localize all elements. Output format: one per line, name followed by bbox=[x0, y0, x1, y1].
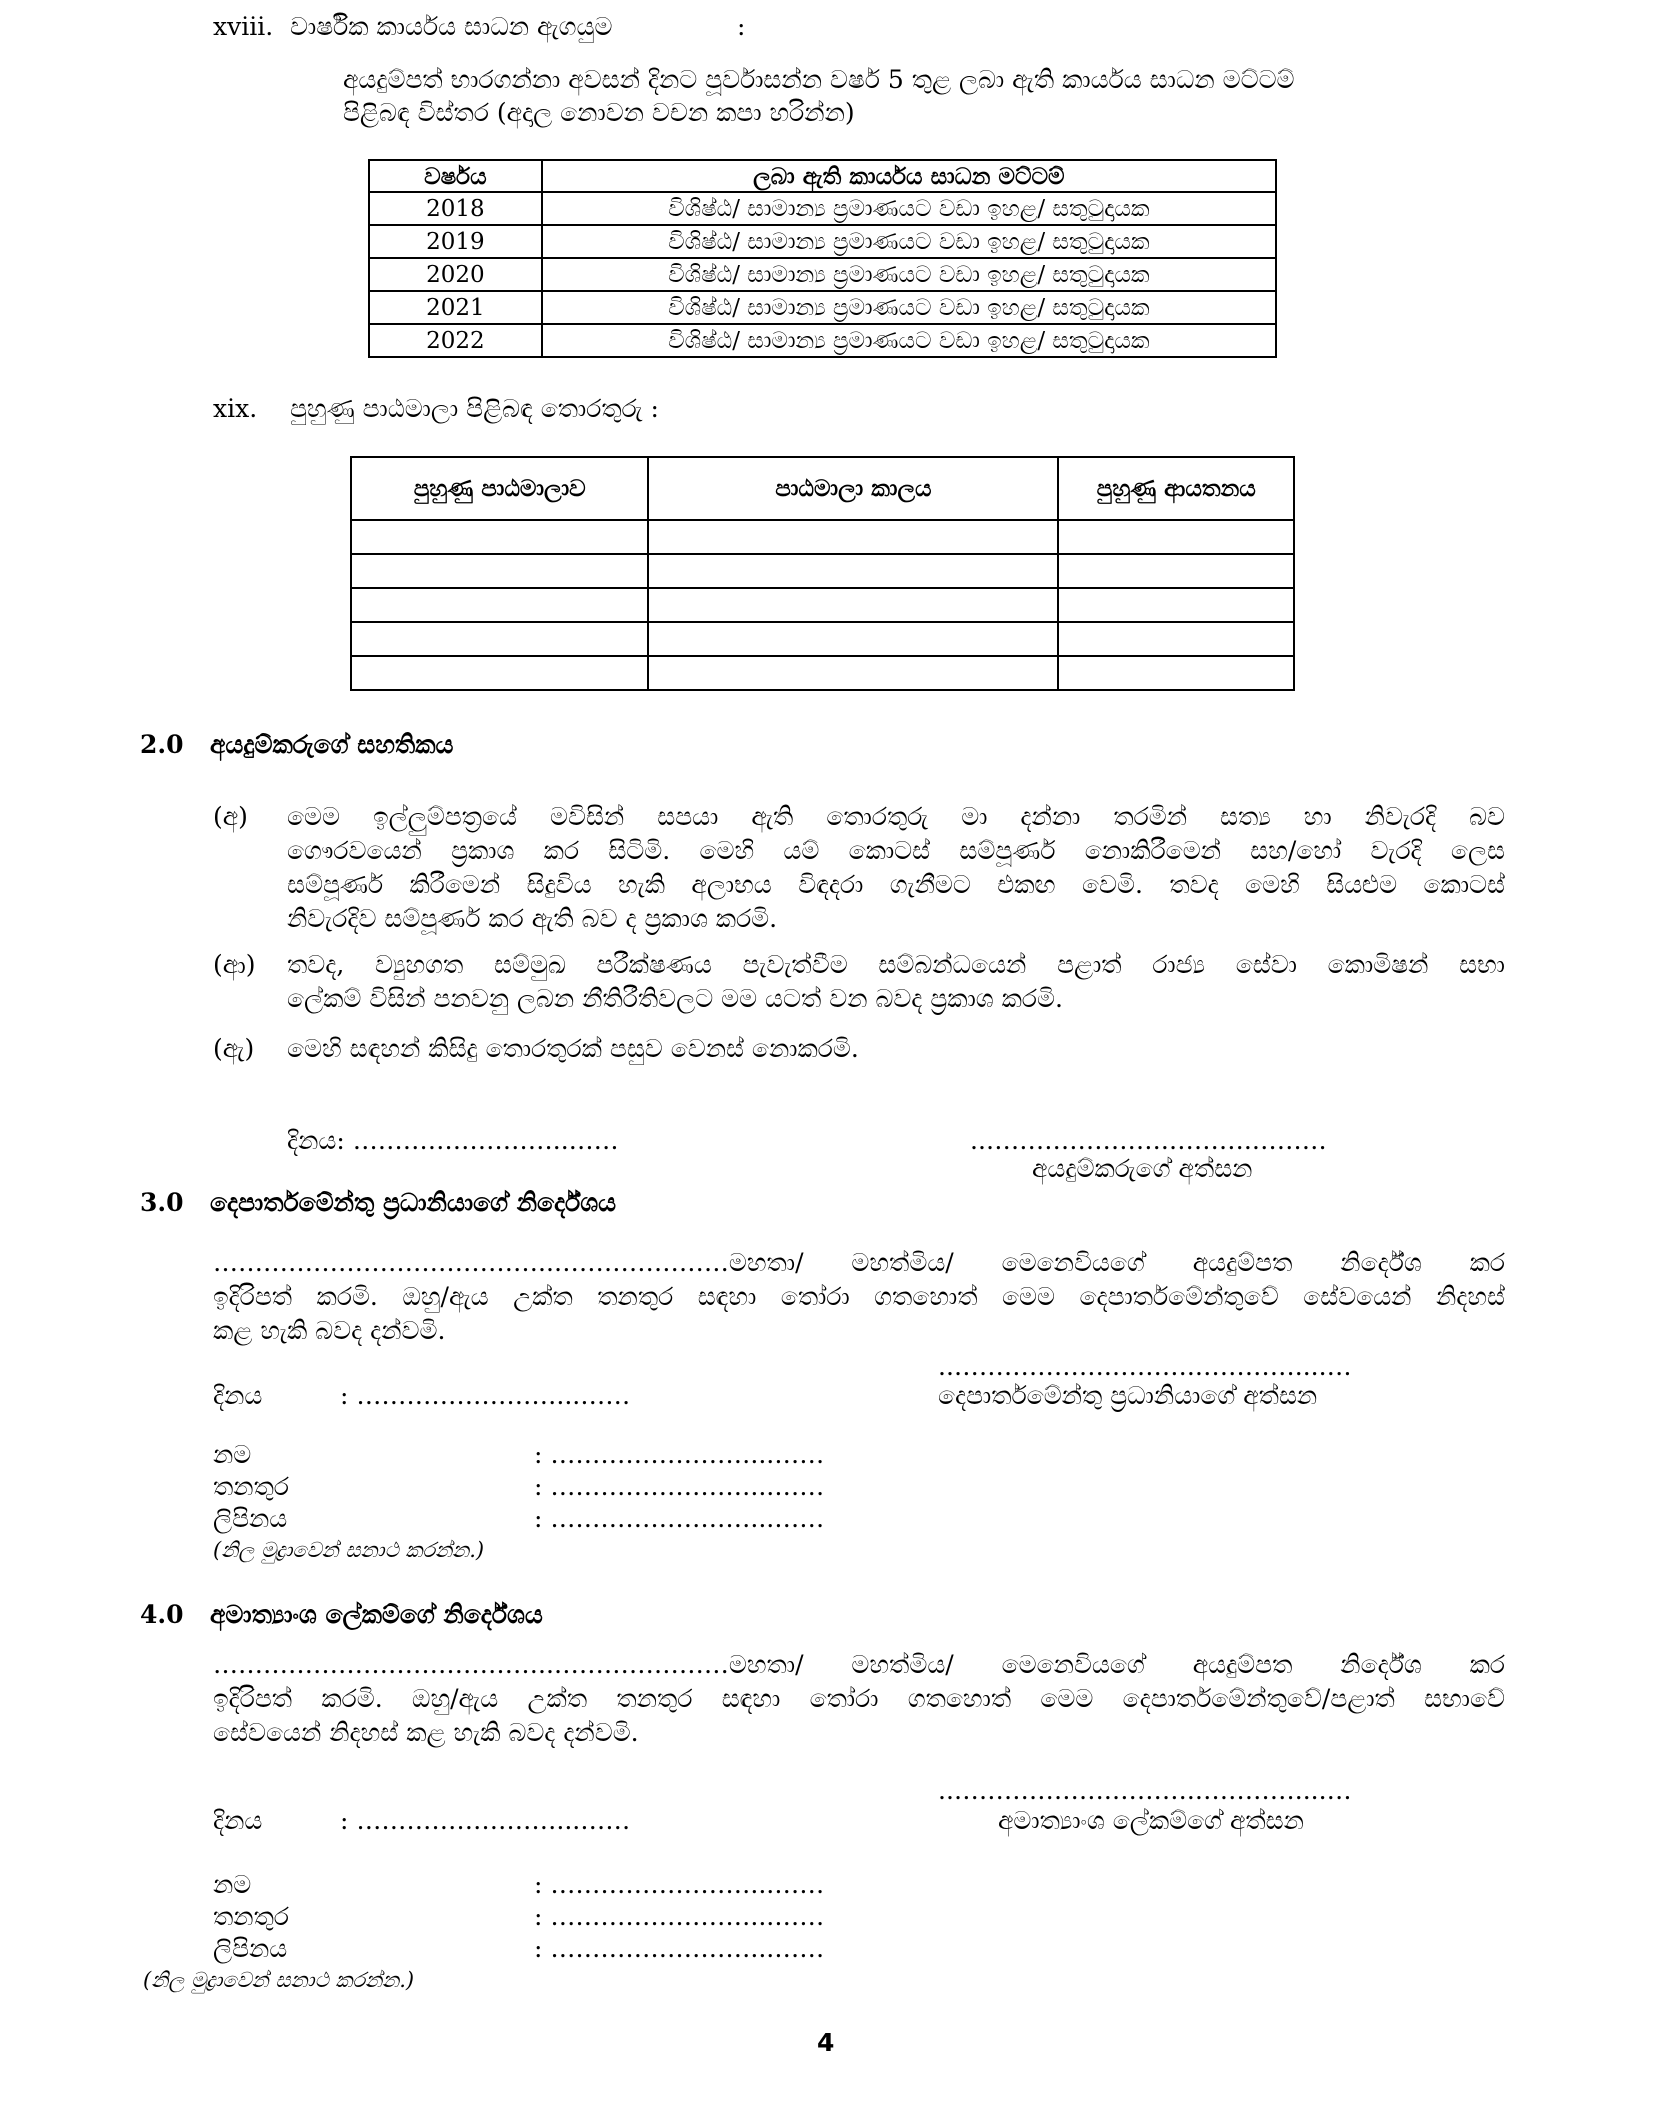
clause-a-line-1: මෙම ඉල්ලුම්පත්‍රයේ මවිසින් සපයා ඇති තොරතුරු මා දන්නා තරමින් සත්‍ය හා නිවැරදි බව bbox=[287, 802, 1505, 831]
clause-a-line-3: සම්පූර්ණ කිරීමෙන් සිදුවිය හැකි අලාභය විඳදරා ගැනීමට එකඟ වෙමි. තවද මෙහි සියළුම කොටස් bbox=[287, 870, 1505, 899]
section-2-title: අයදුම්කරුගේ සහතිකය bbox=[210, 730, 454, 759]
section-3-line-1: …………………………………..…………………මහතා/ මහත්මිය/ මෙනෙවියගේ අයදුම්පත නිර්දේශ කර bbox=[213, 1248, 1505, 1277]
institute-cell bbox=[1058, 588, 1294, 622]
applicant-signature-line: ..………………….……….……… bbox=[970, 1126, 1327, 1155]
department-designation-field: : ……………………...…… bbox=[534, 1472, 825, 1501]
duration-cell bbox=[648, 622, 1058, 656]
department-name-label: නම bbox=[213, 1440, 252, 1469]
header-performance-level: ලබා ඇති කාර්යය සාධන මට්ටම් bbox=[542, 160, 1276, 192]
section-3-line-3: කළ හැකි බවද දන්වමි. bbox=[213, 1316, 446, 1345]
department-seal-note: (නිල මුද්‍රාවෙන් සනාථ කරන්න.) bbox=[213, 1538, 485, 1562]
section-xviii-number: xviii. bbox=[213, 12, 274, 41]
header-training-institute: පුහුණු ආයතනය bbox=[1058, 457, 1294, 520]
section-xviii-intro-line-1: අයදුම්පත් භාරගන්නා අවසන් දිනට පූර්වාසන්න වර්ෂ 5 තුළ ලබා ඇති කාර්යය සාධන මට්ටම් bbox=[343, 65, 1295, 94]
course-cell bbox=[351, 588, 648, 622]
header-year: වර්ෂය bbox=[369, 160, 542, 192]
course-cell bbox=[351, 554, 648, 588]
table-row bbox=[351, 588, 1294, 622]
table-row bbox=[369, 291, 1276, 324]
table-row bbox=[351, 554, 1294, 588]
department-name-field: : ……………………...…… bbox=[534, 1440, 825, 1469]
secretary-date-field: : ……………………...…… bbox=[340, 1806, 631, 1835]
clause-ae-label: (ඇ) bbox=[213, 1034, 255, 1063]
clause-aa-line-1: තවද, ව්‍යුහගත සම්මුඛ පරීක්ෂණය පැවැත්වීම සම්බන්ධයෙන් පළාත් රාජ්‍ය සේවා කොමිෂන් සභා bbox=[287, 950, 1505, 979]
course-cell bbox=[351, 520, 648, 554]
clause-aa-line-2: ලේකම් විසින් පනවනු ලබන නීතිරීතිවලට මම යටත් වන බවද ප්‍රකාශ කරමි. bbox=[287, 984, 1063, 1013]
secretary-address-label: ලිපිනය bbox=[213, 1934, 288, 1963]
training-courses-table bbox=[350, 456, 1295, 691]
table-row bbox=[351, 656, 1294, 690]
secretary-seal-note: (නිල මුද්‍රාවෙන් සනාථ කරන්න.) bbox=[143, 1968, 415, 1992]
section-xix-title: පුහුණු පාඨමාලා පිළිබඳ තොරතුරු : bbox=[290, 394, 659, 423]
secretary-date-label: දිනය bbox=[213, 1806, 263, 1835]
header-training-course: පුහුණු පාඨමාලාව bbox=[351, 457, 648, 520]
department-date-field: : ……………………...…… bbox=[340, 1381, 631, 1410]
secretary-address-field: : ……………………...…… bbox=[534, 1934, 825, 1963]
secretary-name-label: නම bbox=[213, 1870, 252, 1899]
applicant-signature-label: අයදුම්කරුගේ අත්සන bbox=[1032, 1154, 1253, 1183]
duration-cell bbox=[648, 656, 1058, 690]
year-cell: 2020 bbox=[369, 258, 542, 291]
secretary-signature-line: ..……………….……….…………....… bbox=[938, 1776, 1352, 1805]
department-designation-label: තනතුර bbox=[213, 1472, 290, 1501]
table-row bbox=[369, 192, 1276, 225]
secretary-designation-field: : ……………………...…… bbox=[534, 1902, 825, 1931]
department-signature-label: දෙපාර්තමේන්තු ප්‍රධානියාගේ අත්සන bbox=[938, 1381, 1318, 1410]
section-xviii-colon: : bbox=[737, 12, 746, 41]
year-cell: 2022 bbox=[369, 324, 542, 357]
training-table-header bbox=[351, 457, 1294, 520]
section-xviii-intro-line-2: පිළිබඳ විස්තර (අදාල නොවන වචන කපා හරින්න) bbox=[343, 98, 855, 127]
section-3-number: 3.0 bbox=[140, 1188, 184, 1217]
header-course-duration: පාඨමාලා කාලය bbox=[648, 457, 1058, 520]
course-cell bbox=[351, 656, 648, 690]
clause-aa-label: (ආ) bbox=[213, 950, 256, 979]
clause-a-line-2: ගෞරවයෙන් ප්‍රකාශ කර සිටිමි. මෙහි යම් කොටස් සම්පූර්ණ නොකිරීමෙන් සහ/හෝ වැරදි ලෙස bbox=[287, 836, 1505, 865]
institute-cell bbox=[1058, 554, 1294, 588]
table-row bbox=[369, 324, 1276, 357]
section-3-line-2: ඉදිරිපත් කරමි. ඔහු/ඇය උක්ත තනතුර සඳහා තෝරා ගතහොත් මෙම දෙපාර්තමේන්තුවේ සේවයෙන් නිදහස් bbox=[213, 1282, 1505, 1311]
table-row bbox=[351, 520, 1294, 554]
year-cell: 2019 bbox=[369, 225, 542, 258]
year-cell: 2021 bbox=[369, 291, 542, 324]
duration-cell bbox=[648, 554, 1058, 588]
section-4-line-2: ඉදිරිපත් කරමි. ඔහු/ඇය උක්ත තනතුර සඳහා තෝරා ගතහොත් මෙම දෙපාර්තමේන්තුවේ/පළාත් සභාවේ bbox=[213, 1684, 1505, 1713]
section-4-title: අමාත්‍යාංශ ලේකම්ගේ නිර්දේශය bbox=[210, 1600, 543, 1629]
clause-a-line-4: නිවැරදිව සම්පූර්ණ කර ඇති බව ද ප්‍රකාශ කරමි. bbox=[287, 904, 778, 933]
department-signature-line: ..……………….……….…………....… bbox=[938, 1352, 1352, 1381]
section-2-number: 2.0 bbox=[140, 730, 184, 759]
section-xix-number: xix. bbox=[213, 394, 258, 423]
year-cell: 2018 bbox=[369, 192, 542, 225]
level-cell: විශිෂ්ඨ/ සාමාන්‍ය ප්‍රමාණයට වඩා ඉහළ/ සතුටුදායක bbox=[542, 258, 1276, 291]
table-row bbox=[351, 622, 1294, 656]
secretary-designation-label: තනතුර bbox=[213, 1902, 290, 1931]
institute-cell bbox=[1058, 520, 1294, 554]
department-date-label: දිනය bbox=[213, 1381, 263, 1410]
performance-table bbox=[368, 159, 1277, 358]
secretary-name-field: : ……………………...…… bbox=[534, 1870, 825, 1899]
level-cell: විශිෂ්ඨ/ සාමාන්‍ය ප්‍රමාණයට වඩා ඉහළ/ සතුටුදායක bbox=[542, 225, 1276, 258]
clause-ae-text: මෙහි සඳහන් කිසිදු තොරතුරක් පසුව වෙනස් නොකරමි. bbox=[287, 1034, 859, 1063]
section-4-number: 4.0 bbox=[140, 1600, 184, 1629]
section-4-line-3: සේවයෙන් නිදහස් කළ හැකි බවද දන්වමි. bbox=[213, 1718, 639, 1747]
institute-cell bbox=[1058, 656, 1294, 690]
applicant-date-field: දිනය: ……………………..…… bbox=[287, 1126, 619, 1155]
course-cell bbox=[351, 622, 648, 656]
institute-cell bbox=[1058, 622, 1294, 656]
department-address-label: ලිපිනය bbox=[213, 1504, 288, 1533]
table-row bbox=[369, 258, 1276, 291]
level-cell: විශිෂ්ඨ/ සාමාන්‍ය ප්‍රමාණයට වඩා ඉහළ/ සතුටුදායක bbox=[542, 291, 1276, 324]
table-row bbox=[369, 225, 1276, 258]
section-3-title: දෙපාර්තමේන්තු ප්‍රධානියාගේ නිර්දේශය bbox=[210, 1188, 617, 1217]
department-address-field: : ……………………...…… bbox=[534, 1504, 825, 1533]
level-cell: විශිෂ්ඨ/ සාමාන්‍ය ප්‍රමාණයට වඩා ඉහළ/ සතුටුදායක bbox=[542, 324, 1276, 357]
page-number: 4 bbox=[817, 2028, 835, 2057]
duration-cell bbox=[648, 588, 1058, 622]
level-cell: විශිෂ්ඨ/ සාමාන්‍ය ප්‍රමාණයට වඩා ඉහළ/ සතුටුදායක bbox=[542, 192, 1276, 225]
duration-cell bbox=[648, 520, 1058, 554]
performance-table-header bbox=[369, 160, 1276, 192]
section-4-line-1: …………………………………..…………………මහතා/ මහත්මිය/ මෙනෙවියගේ අයදුම්පත නිර්දේශ කර bbox=[213, 1650, 1505, 1679]
clause-a-label: (අ) bbox=[213, 802, 248, 831]
secretary-signature-label: අමාත්‍යාංශ ලේකම්ගේ අත්සන bbox=[998, 1806, 1304, 1835]
section-xviii-title: වාර්ෂික කාර්යය සාධන ඇගයුම bbox=[290, 12, 613, 41]
